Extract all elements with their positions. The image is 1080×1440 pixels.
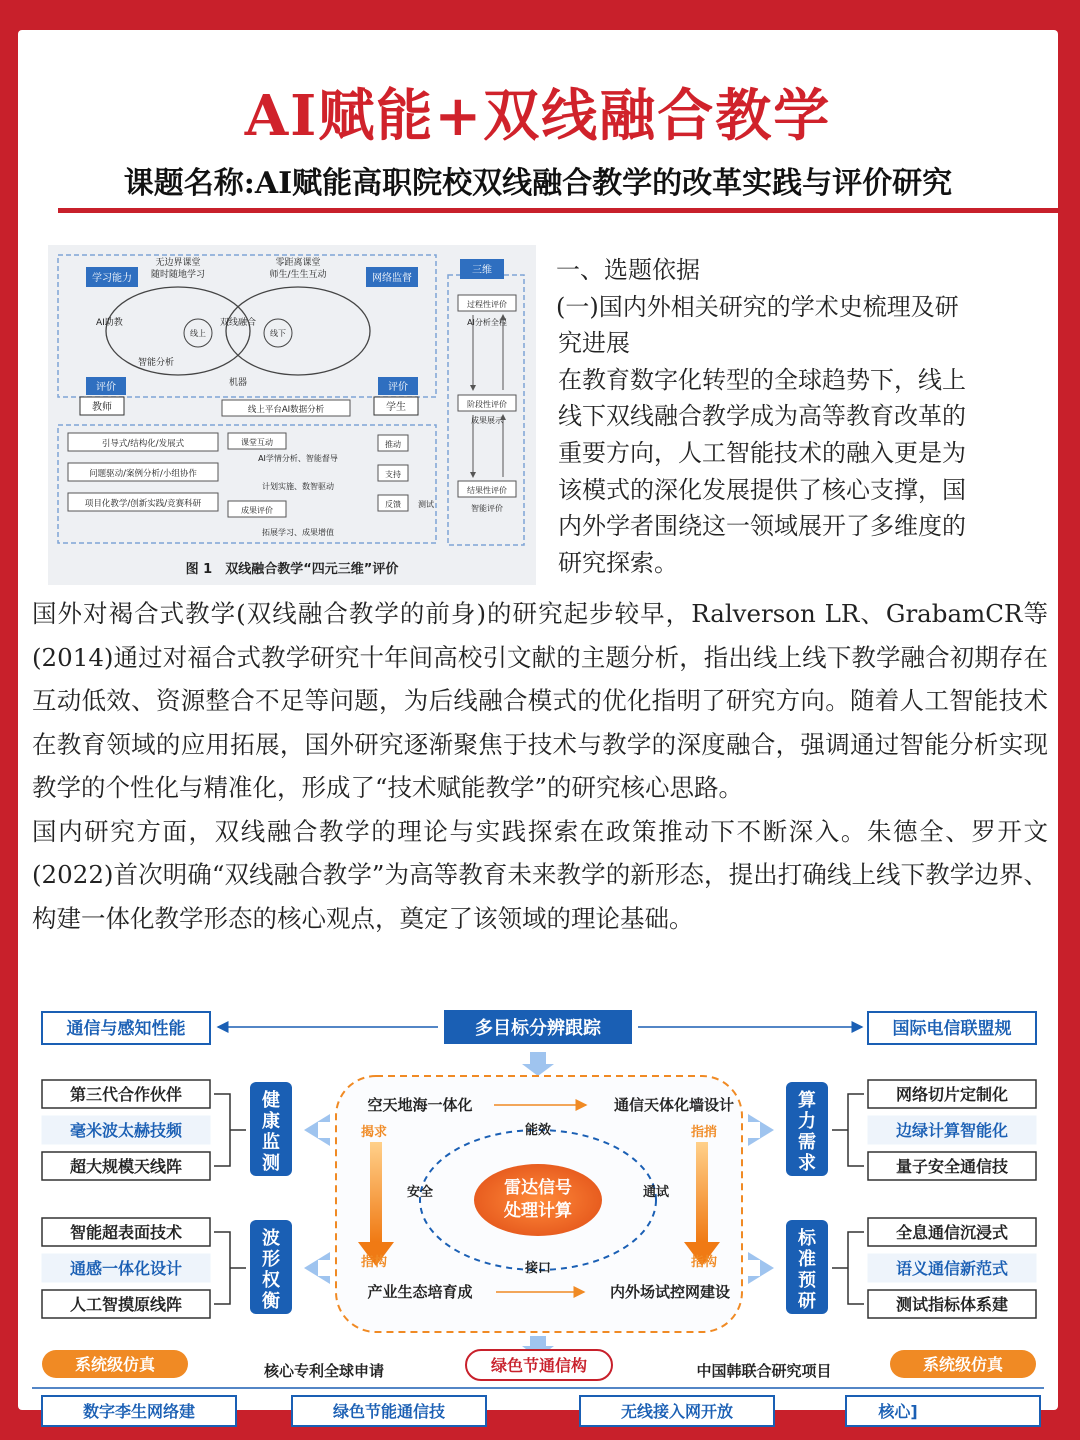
paragraph-line: 该模式的深化发展提供了核心支撑，国: [558, 475, 966, 504]
right-item: 边绿计算智能化: [895, 1121, 1009, 1140]
fig-label: 反馈: [385, 500, 401, 509]
paragraph-line: 重要方向，人工智能技术的融入更是为: [558, 438, 966, 467]
basis-section: [556, 252, 1038, 581]
fig-label: 机器: [228, 378, 248, 388]
paragraph-line: 线下双线融合教学成为高等教育改革的: [558, 402, 966, 431]
vert-char-3: 测: [262, 1153, 280, 1174]
bottom-box: 核心]: [878, 1402, 918, 1421]
fig-label: 线上平台AI数据分析: [247, 405, 325, 415]
center-left-mid: 安全: [406, 1185, 434, 1200]
fig-label: 双线融合: [219, 318, 257, 328]
fig-label: 测试: [418, 500, 434, 509]
right-item: 测试指标体系建: [895, 1295, 1009, 1314]
fig-net-box: 网络监督: [372, 273, 412, 284]
left-item: 第三代合作伙伴: [69, 1085, 183, 1104]
center-bl: 产业生态培育成: [367, 1283, 473, 1301]
core-label-1: 雷达信号: [504, 1178, 572, 1198]
fig-label: AI分析全程: [467, 318, 507, 327]
badge-left: 系统级仿真: [74, 1355, 156, 1374]
figure-caption: 图 1 双线融合教学“四元三维”评价: [185, 562, 399, 577]
fig-three-box: 三维: [472, 265, 492, 276]
right-item: 量子安全通信技: [895, 1157, 1009, 1176]
center-bottom-mid: 接口: [524, 1261, 552, 1276]
bottom-center-oval: 绿色节通信构: [490, 1356, 588, 1375]
center-tl: 空天地海一体化: [367, 1096, 473, 1114]
fig-label: 结果性评价: [467, 486, 507, 495]
badge-right: 系统级仿真: [922, 1355, 1004, 1374]
right-item: 语义通信新范式: [895, 1259, 1009, 1278]
bottom-box: 绿色节能通信技: [332, 1402, 446, 1421]
fig-label: AI助教: [96, 318, 123, 328]
right-item: 网络切片定制化: [895, 1085, 1009, 1104]
fig-eval-box: 评价: [96, 382, 116, 393]
fig-label: 线下: [270, 329, 286, 338]
center-tr: 通信天体化墙设计: [613, 1096, 735, 1114]
fig-label: 智能评价: [471, 504, 503, 513]
radar-diagram: [18, 970, 1058, 1421]
domestic-research-paragraph: 国内研究方面，双线融合教学的理论与实践探索在政策推动下不断深入。朱德全、罗开文(2022)首次明确“双线融合教学”为高等教育未来教学的新形态，提出打确线上线下教学边界、构建一体化教学形态的核心观点，奠定了该领域的理论基础。: [32, 816, 1048, 933]
bottom-text-right: 中国韩联合研究项目: [696, 1362, 832, 1380]
fig-label: 问题驱动/案例分析/小组协作: [89, 469, 197, 479]
top-right-box: 国际电信联盟规: [892, 1019, 1012, 1039]
fig-label: 随时随地学习: [150, 270, 206, 280]
center-br: 内外场试控网建设: [609, 1283, 731, 1301]
right-vert-label-1: 算力需求: [798, 1090, 816, 1174]
fig-label: 支持: [385, 470, 401, 479]
evaluation-figure: [48, 245, 536, 585]
fig-label: 零距离课堂: [275, 258, 321, 268]
fig-label: 无边界课堂: [155, 258, 201, 268]
fig-teacher-box: 教师: [92, 402, 112, 413]
body-text: [32, 592, 1048, 940]
top-left-box: 通信与感知性能: [66, 1019, 186, 1039]
sub-heading-line2: 究进展: [558, 329, 630, 358]
fig-label: 成果评价: [241, 506, 273, 515]
arrow-tr-label: 指捎: [690, 1125, 718, 1140]
divider: [58, 208, 1058, 213]
vert-char-1: 康: [262, 1111, 280, 1132]
fig-label: 计划实施、数智驱动: [262, 482, 334, 491]
bottom-text-left: 核心专利全球申请: [263, 1362, 385, 1380]
fig-label: 项目化教学/创新实践/竞赛科研: [84, 499, 202, 509]
left-vert-label-1: [261, 1089, 280, 1174]
paragraph-line: 研究探索。: [558, 548, 678, 577]
left-item: 毫米波太赫技频: [69, 1121, 183, 1140]
left-item: 人工智摸原线阵: [69, 1295, 183, 1314]
fig-label: 智能分析: [137, 358, 175, 368]
arrow-bl-label: 指构: [360, 1255, 388, 1270]
fig-label: 课堂互动: [241, 438, 273, 447]
center-top-mid: 能效: [524, 1123, 552, 1138]
fig-label: 拓展学习、成果增值: [262, 528, 334, 537]
fig-label: 推动: [385, 440, 401, 449]
fig-label: 师生/生生互动: [269, 270, 327, 280]
foreign-research-paragraph: 国外对褐合式教学(双线融合教学的前身)的研究起步较早，Ralverson LR、GrabamCR等(2014)通过对福合式教学研究十年间高校引文献的主题分析，指出线上线下教学融合初期存在互动低效、资源整合不足等问题，为后线融合模式的优化指明了研究方向。随着人工智能技术在教育领域的应用拓展，国外研究逐渐聚焦于技术与教学的深度融合，强调通过智能分析实现教学的个性化与精准化，形成了“技术赋能教学”的研究核心思路。: [32, 599, 1048, 802]
arrow-tl-label: 揭求: [360, 1125, 388, 1140]
right-vert-label-2: 标准预研: [798, 1228, 816, 1312]
fig-label: 过程性评价: [467, 300, 507, 309]
bottom-box: 无线接入网开放: [620, 1402, 734, 1421]
fig-student-box: 学生: [386, 402, 406, 413]
vert-char-0: 健: [262, 1090, 280, 1111]
fig-learn-box: 学习能力: [92, 273, 132, 284]
bottom-box: 数字李生网络建: [82, 1402, 196, 1421]
poster-sheet: [18, 30, 1058, 1421]
section-heading: 一、选题依据: [556, 256, 700, 284]
paragraph-line: 内外学者围绕这一领域展开了多维度的: [558, 512, 966, 541]
fig-pingjia-box: 评价: [388, 382, 408, 393]
center-right-mid: 通试: [642, 1185, 670, 1200]
page-subtitle: 课题名称:AI赋能高职院校双线融合教学的改革实践与评价研究: [123, 166, 953, 201]
fig-label: 线上: [190, 329, 206, 338]
vert-char-2: 监: [262, 1132, 280, 1153]
arrow-br-label: 指构: [690, 1255, 718, 1270]
left-item: 智能超表面技术: [69, 1223, 183, 1242]
top-center-box: 多目标分辨跟踪: [475, 1018, 601, 1039]
fig-label: 成果展示: [471, 416, 503, 425]
left-item: 超大规模天线阵: [69, 1157, 183, 1176]
fig-label: 引导式/结构化/发展式: [101, 439, 185, 449]
fig-label: AI学情分析、智能督导: [258, 454, 338, 463]
core-label-2: 处理计算: [504, 1201, 572, 1221]
left-vert-label-2: 波形权衡: [262, 1228, 280, 1312]
left-item: 通感一体化设计: [69, 1259, 183, 1278]
page-title: AI赋能+双线融合教学: [244, 83, 832, 149]
fig-label: 阶段性评价: [467, 400, 507, 409]
sub-heading-line1: (一)国内外相关研究的学术史梳理及研: [556, 292, 959, 321]
right-item: 全息通信沉浸式: [895, 1223, 1009, 1242]
paragraph-line: 在教育数字化转型的全球趋势下，线上: [558, 365, 966, 394]
